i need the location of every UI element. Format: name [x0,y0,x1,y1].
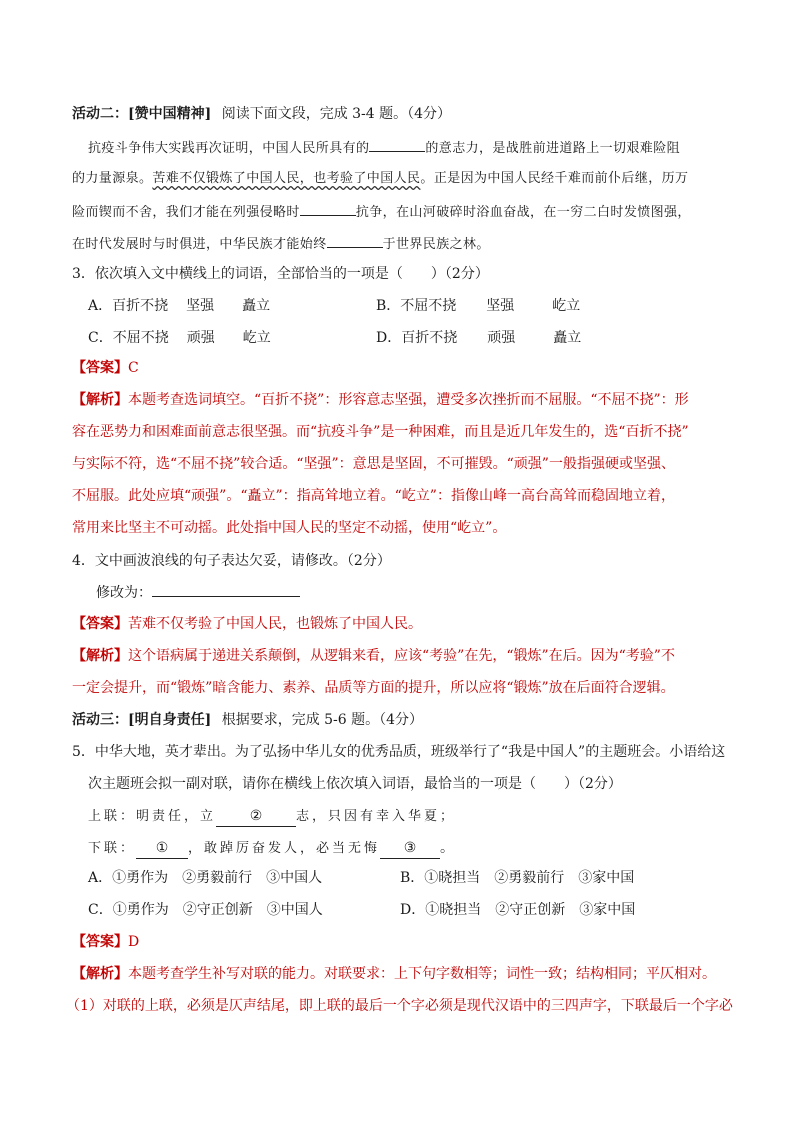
activity2-heading [72,104,451,124]
q4-stem: 4．文中画波浪线的句子表达欠妥，请修改。（2分） [72,553,391,569]
q3-analysis-2: 容在恶势力和困难面前意志很坚强。而“抗疫斗争”是一种困难，而且是近几年发生的，选“百折不挠” [72,424,689,440]
q5-stem-1: 5．中华大地，英才辈出。为了弘扬中华儿女的优秀品质，班级举行了“我是中国人”的主题班会。小语给这 [72,744,726,760]
q5-lower-couplet: 下联： ① ，敢踔厉奋发人，必当无悔 ③ 。 [88,838,454,859]
q3-analysis-4: 不屈服。此处应填“顽强”。“矗立”：指高耸地立着。“屹立”：指像山峰一高台高耸而稳固地立着， [72,488,675,504]
q5-upper-blank: ② [216,806,296,827]
q5-lower-blank-3: ③ [380,838,440,859]
q5-option-b: B．①晓担当 ②勇毅前行 ③家中国 [400,870,635,886]
passage-blank-3 [327,233,383,248]
q5-point-1: （1）对联的上联，必须是仄声结尾，即上联的最后一个字必须是现代汉语中的三四声字，下联最后一个字必 [66,998,733,1014]
q5-stem-2: 次主题班会拟一副对联，请你在横线上依次填入词语，最恰当的一项是（ ）（2分） [88,776,622,792]
passage-line-2: 的力量源泉。苦难不仅锻炼了中国人民，也考验了中国人民。正是因为中国人民经千难而前仆后继，历万 [72,171,689,186]
q3-answer: 【答案】C [72,360,139,376]
q3-stem: 3．依次填入文中横线上的词语，全部恰当的一项是（ ）（2分） [72,266,489,282]
q4-answer-blank [152,582,300,597]
q5-option-c: C．①勇作为 ②守正创新 ③中国人 [88,902,323,918]
q3-analysis-5: 常用来比坚主不可动摇。此处指中国人民的坚定不动摇，使用“屹立”。 [72,520,507,536]
activity2-title: 活动二：[赞中国精神] [72,106,212,122]
q5-option-d: D．①晓担当 ②守正创新 ③家中国 [400,902,636,918]
q5-option-a: A．①勇作为 ②勇毅前行 ③中国人 [88,870,323,886]
q4-fix-line: 修改为： [96,582,300,603]
q3-analysis-3: 与实际不符，选“不屈不挠”较合适。“坚强”：意思是坚固，不可摧毁。“顽强”一般指强硬或坚强、 [72,456,675,472]
q4-analysis-2: 一定会提升，而“锻炼”暗含能力、素养、品质等方面的提升，所以应将“锻炼”放在后面符合逻辑。 [72,680,675,696]
q5-analysis: 【解析】本题考查学生补写对联的能力。对联要求：上下句字数相等；词性一致；结构相同；平仄相对。 [72,966,716,982]
q3-option-d: D．百折不挠 顽强 矗立 [376,330,582,346]
passage-line-1: 抗疫斗争伟大实践再次证明，中国人民所具有的 的意志力，是战胜前进道路上一切艰难险阻 [88,137,680,159]
q5-lower-blank-1: ① [136,838,188,859]
q3-option-a: A．百折不挠 坚强 矗立 [88,298,271,314]
passage-blank-2 [300,201,356,216]
q4-analysis-1: 【解析】这个语病属于递进关系颠倒，从逻辑来看，应该“考验”在先，“锻炼”在后。因为“考验”不 [72,648,675,664]
wavy-sentence: 苦难不仅锻炼了中国人民，也考验了中国人民 [152,171,421,186]
q4-answer: 【答案】苦难不仅考验了中国人民，也锻炼了中国人民。 [72,616,422,632]
activity3-instruction: 根据要求，完成 5-6 题。（4分） [221,712,424,728]
activity3-heading [72,710,423,730]
q3-analysis-1: 【解析】本题考查选词填空。“百折不挠”：形容意志坚强，遭受多次挫折而不屈服。“不屈不挠”：形 [72,392,689,408]
q5-upper-couplet: 上联：明责任，立 ② 志，只因有幸入华夏； [88,806,456,827]
passage-blank-1 [369,137,425,152]
activity3-title: 活动三：[明自身责任] [72,712,212,728]
q5-answer: 【答案】D [72,934,140,950]
passage-line-3: 险而锲而不舍，我们才能在列强侵略时 抗争，在山河破碎时浴血奋战，在一穷二白时发愤图强， [72,201,691,223]
activity2-instruction: 阅读下面文段，完成 3-4 题。（4分） [221,106,452,122]
q3-option-c: C．不屈不挠 顽强 屹立 [88,330,271,346]
q3-option-b: B．不屈不挠 坚强 屹立 [376,298,581,314]
passage-line-4: 在时代发展时与时俱进，中华民族才能始终 于世界民族之林。 [72,233,490,255]
